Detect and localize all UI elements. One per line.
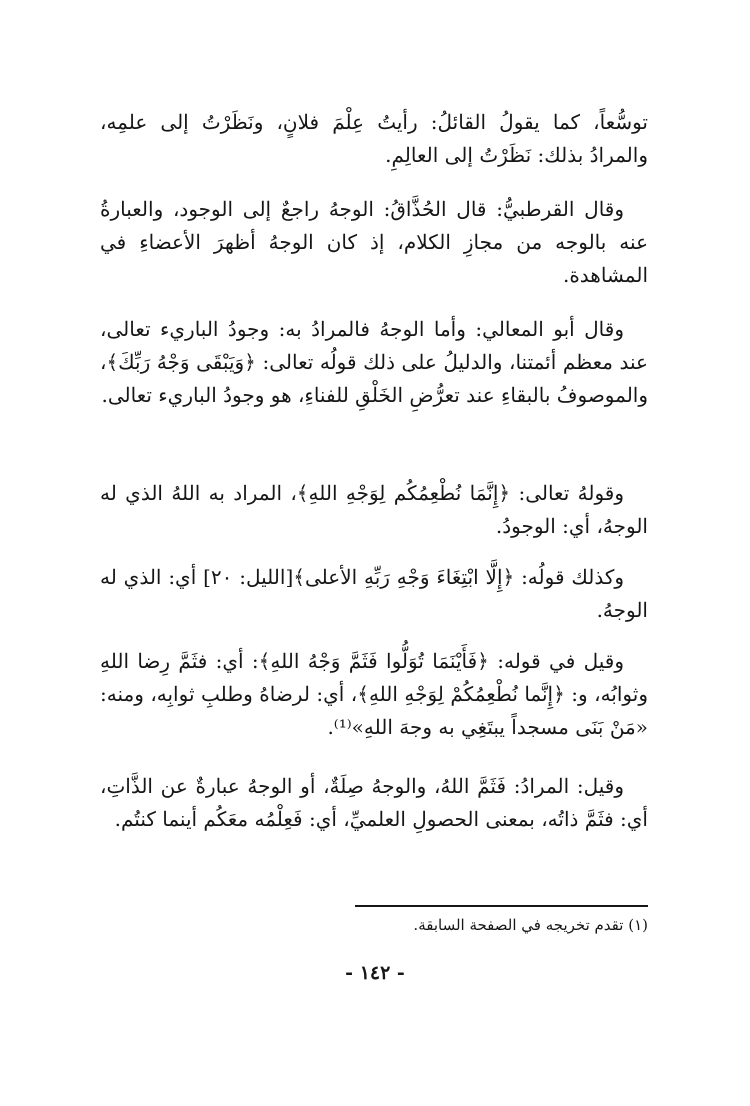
paragraph [100, 193, 648, 292]
paragraph-text: وقيل في قوله: ﴿فَأَيْنَمَا تُوَلُّوا فَثَمَّ وَجْهُ اللهِ﴾: أي: فثَمَّ رِضا اللهِ وثوابُه، و: ﴿إِنَّما نُطْعِمُكُمْ لِوَجْهِ اللهِ﴾، أي: لرضاهُ وطلبِ ثوابِه، ومنه: «مَنْ بَنَى مسجداً يبتَغِي به وجهَ اللهِ»⁽¹⁾. [100, 649, 648, 739]
footnote: (١) تقدم تخريجه في الصفحة السابقة. [413, 916, 648, 934]
paragraph-text: وقال أبو المعالي: وأما الوجهُ فالمرادُ به: وجودُ الباريء تعالى، عند معظم أئمتنا، والدليلُ على ذلك قولُه تعالى: ﴿وَيَبْقَى وَجْهُ رَبِّكَ﴾، والموصوفُ بالبقاءِ عند تعرُّضِ الخَلْقِ للفناءِ، هو وجودُ الباريء تعالى. [100, 317, 648, 407]
paragraph [100, 770, 648, 836]
page-number: - ١٤٢ - [345, 962, 405, 984]
paragraph-text: وكذلك قولُه: ﴿إِلَّا ابْتِغَاءَ وَجْهِ رَبِّهِ الأعلى﴾[الليل: ٢٠] أي: الذي له الوجهُ. [100, 565, 648, 622]
paragraph [100, 477, 648, 543]
paragraph [100, 313, 648, 412]
paragraph [100, 561, 648, 627]
paragraph [100, 645, 648, 744]
paragraph-text: وقولهُ تعالى: ﴿إِنَّمَا نُطْعِمُكُم لِوَجْهِ اللهِ﴾، المراد به اللهُ الذي له الوجهُ، أي: الوجودُ. [100, 481, 648, 538]
paragraph [100, 106, 648, 172]
paragraph-text: وقيل: المرادُ: فَثَمَّ اللهُ، والوجهُ صِلَةٌ، أو الوجهُ عبارةٌ عن الذَّاتِ، أي: فثَمَّ ذاتُه، بمعنى الحصولِ العلميِّ، أي: فَعِلْمُه معَكُم أينما كنتُم. [100, 774, 648, 831]
footnote-divider [355, 905, 648, 907]
paragraph-text: توسُّعاً، كما يقولُ القائلُ: رأيتُ عِلْمَ فلانٍ، ونَظَرْتُ إلى علمِه، والمرادُ بذلك: نَظَرْتُ إلى العالِمِ. [100, 110, 648, 167]
paragraph-text: وقال القرطبيُّ: قال الحُذَّاقُ: الوجهُ راجعٌ إلى الوجود، والعبارةُ عنه بالوجه من مجازِ الكلام، إذ كان الوجهُ أظهرَ الأعضاءِ في المشاهدة. [100, 197, 648, 287]
